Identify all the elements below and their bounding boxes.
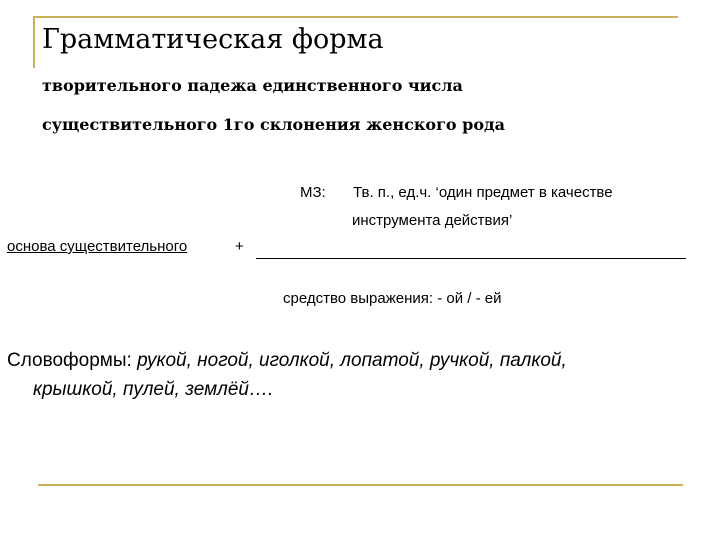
- bottom-decorative-rule: [38, 484, 683, 486]
- ending-blank-line: [256, 258, 686, 259]
- wordforms-list-1: рукой, ногой, иголкой, лопатой, ручкой, палкой,: [137, 350, 567, 371]
- subtitle-line-1: творительного падежа единственного числа: [42, 76, 463, 95]
- wordforms-block: [7, 346, 719, 404]
- stem-label: основа существительного: [7, 238, 188, 255]
- wordforms-label: Словоформы:: [7, 350, 138, 371]
- top-decorative-rule: [33, 16, 678, 18]
- slide-title: Грамматическая форма: [42, 24, 384, 55]
- mz-text-line-1: Тв. п., ед.ч. ‘один предмет в качестве: [353, 184, 613, 201]
- mz-text-line-2: инструмента действия’: [352, 212, 513, 229]
- subtitle-line-2: существительного 1го склонения женского рода: [42, 115, 506, 134]
- wordforms-list-2: крышкой, пулей, землёй….: [33, 379, 274, 400]
- wordforms-line-1: [7, 346, 719, 375]
- mz-label: МЗ:: [300, 184, 326, 201]
- left-decorative-rule: [33, 16, 35, 68]
- plus-sign: +: [235, 238, 244, 255]
- means-of-expression: средство выражения: - ой / - ей: [283, 290, 502, 307]
